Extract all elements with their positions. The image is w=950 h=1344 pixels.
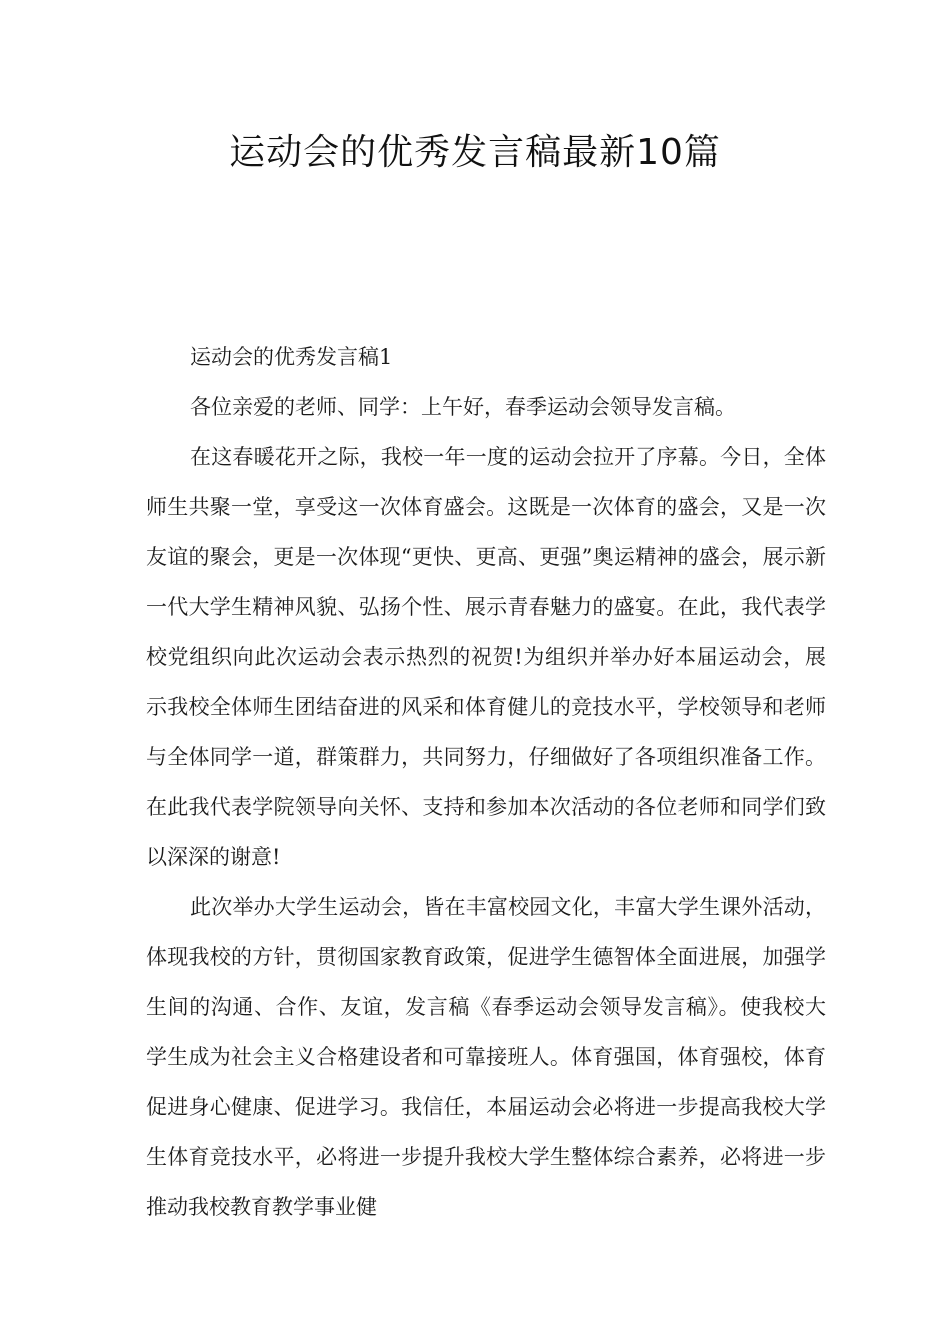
document-title: 运动会的优秀发言稿最新10篇 [229, 132, 721, 173]
paragraph-purpose: 此次举办大学生运动会，皆在丰富校园文化，丰富大学生课外活动，体现我校的方针，贯彻国家教育政策，促进学生德智体全面进展，加强学生间的沟通、合作、友谊，发言稿《春季运动会领导发言稿》。使我校大学生成为社会主义合格建设者和可靠接班人。体育强国，体育强校，体育促进身心健康、促进学习。我信任，本届运动会必将进一步提高我校大学生体育竞技水平，必将进一步提升我校大学生整体综合素养，必将进一步推动我校教育教学事业健 [146, 895, 826, 1219]
document-body [146, 332, 826, 1232]
paragraph-greeting: 各位亲爱的老师、同学：上午好，春季运动会领导发言稿。 [190, 395, 736, 419]
section-heading: 运动会的优秀发言稿1 [190, 345, 393, 369]
paragraph-opening: 在这春暖花开之际，我校一年一度的运动会拉开了序幕。今日，全体师生共聚一堂，享受这一次体育盛会。这既是一次体育的盛会，又是一次友谊的聚会，更是一次体现“更快、更高、更强”奥运精神的盛会，展示新一代大学生精神风貌、弘扬个性、展示青春魅力的盛宴。在此，我代表学校党组织向此次运动会表示热烈的祝贺!为组织并举办好本届运动会，展示我校全体师生团结奋进的风采和体育健儿的竞技水平，学校领导和老师与全体同学一道，群策群力，共同努力，仔细做好了各项组织准备工作。在此我代表学院领导向关怀、支持和参加本次活动的各位老师和同学们致以深深的谢意! [146, 445, 826, 869]
